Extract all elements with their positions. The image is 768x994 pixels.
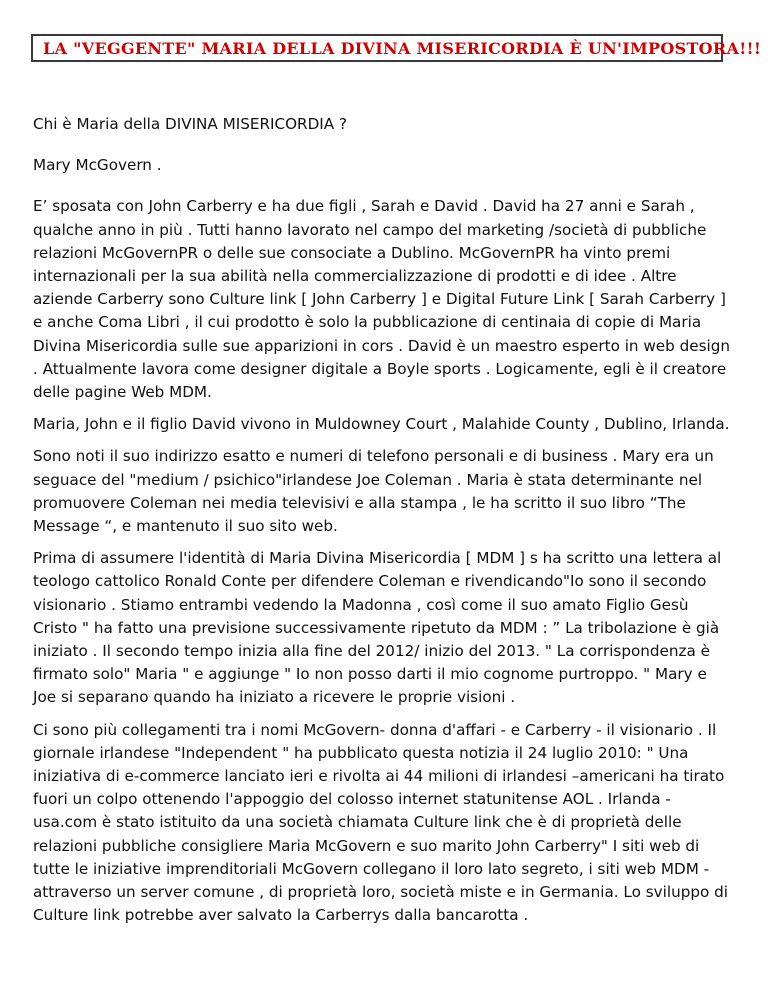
document-body	[33, 113, 733, 937]
paragraph-name: Mary McGovern .	[33, 156, 162, 175]
paragraph-links: Ci sono più collegamenti tra i nomi McGovern- donna d'affari - e Carberry - il visionario . Il giornale irlandese "Independent " ha pubblicato questa notizia il 24 luglio 2010: " Una iniziativa di e-commerce lanciato ieri e rivolta ai 44 milioni di irlandesi –americani ha tirato fuori un colpo ottenendo l'appoggio del colosso internet statunitense AOL . Irlanda - usa.com è stato istituito da una società chiamata Culture link che è di proprietà delle relazioni pubbliche consigliere Maria McGovern e suo marito John Carberry" I siti web di tutte le iniziative imprenditoriali McGovern collegano il loro lato segreto, i siti web MDM - attraverso un server comune , di proprietà loro, società miste e in Germania. Lo sviluppo di Culture link potrebbe aver salvato la Carberrys dalla bancarotta .	[33, 720, 728, 925]
paragraph-question: Chi è Maria della DIVINA MISERICORDIA ?	[33, 115, 348, 133]
paragraph-letter: Prima di assumere l'identità di Maria Divina Misericordia [ MDM ] s ha scritto una lettera al teologo cattolico Ronald Conte per difendere Coleman e rivendicando"Io sono il secondo visionario . Stiamo entrambi vedendo la Madonna , così come il suo amato Figlio Gesù Cristo " ha fatto una previsione successivamente ripetuto da MDM : ” La tribolazione è già iniziato . Il secondo tempo inizia alla fine del 2012/ inizio del 2013. " La corrispondenza è firmato solo" Maria " e aggiunge " Io non posso darti il mio cognome purtroppo. " Mary e Joe si separano quando ha iniziato a ricevere le proprie visioni .	[33, 549, 722, 707]
paragraph-residence: Maria, John e il figlio David vivono in Muldowney Court , Malahide County , Dublino, Irlanda.	[33, 415, 730, 434]
document-title: LA "VEGGENTE" MARIA DELLA DIVINA MISERICORDIA È UN'IMPOSTORA!!!	[43, 38, 762, 58]
title-box	[31, 34, 762, 62]
paragraph-coleman: Sono noti il suo indirizzo esatto e numeri di telefono personali e di business . Mary era un seguace del "medium / psichico"irlandese Joe Coleman . Maria è stata determinante nel promuovere Coleman nei media televisivi e alla stampa , le ha scritto il suo libro “The Message “, e mantenuto il suo sito web.	[33, 447, 714, 536]
paragraph-family: E’ sposata con John Carberry e ha due figli , Sarah e David . David ha 27 anni e Sarah , qualche anno in più . Tutti hanno lavorato nel campo del marketing /società di pubbliche relazioni McGovernPR o delle sue consociate a Dublino. McGovernPR ha vinto premi internazionali per la sua abilità nella commercializzazione di prodotti e di idee . Altre aziende Carberry sono Culture link [ John Carberry ] e Digital Future Link [ Sarah Carberry ] e anche Coma Libri , il cui prodotto è solo la pubblicazione di centinaia di copie di Maria Divina Misericordia sulle sue apparizioni in cors . David è un maestro esperto in web design . Attualmente lavora come designer digitale a Boyle sports . Logicamente, egli è il creatore delle pagine Web MDM.	[33, 197, 730, 402]
